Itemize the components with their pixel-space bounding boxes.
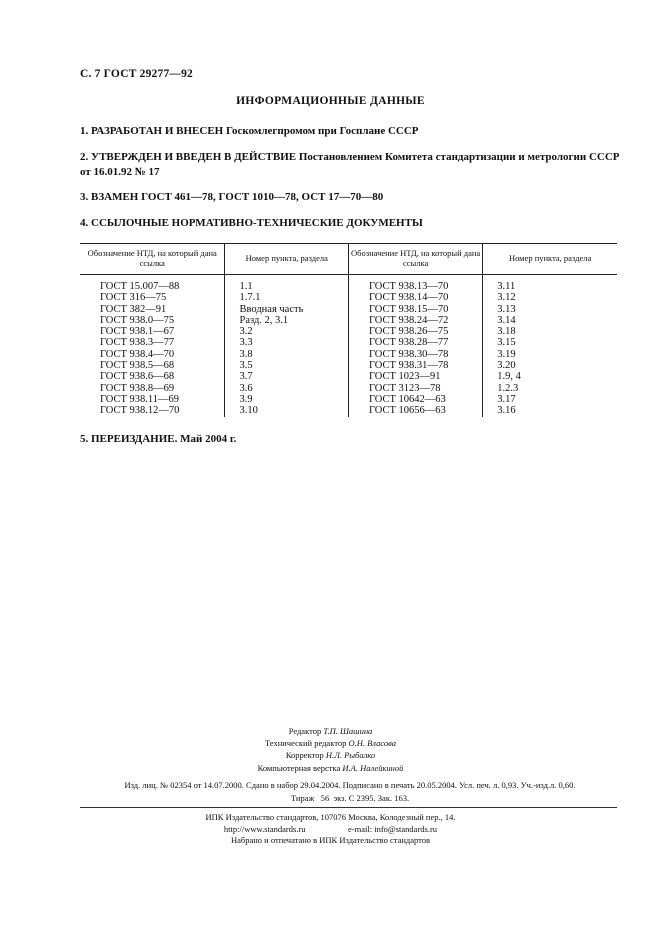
info-item-4	[80, 216, 620, 231]
info-item-5	[80, 432, 620, 447]
clause-cell: 3.8	[225, 349, 349, 360]
ntd-cell: ГОСТ 938.5—68	[80, 360, 225, 371]
clause-cell: 1.1	[225, 275, 349, 293]
credit-editor	[0, 725, 661, 737]
ntd-cell: ГОСТ 938.26—75	[348, 326, 482, 337]
clause-cell: 3.12	[497, 292, 516, 304]
info-item-3	[80, 190, 620, 205]
item-lead: ВЗАМЕН ГОСТ 461—78, ГОСТ 1010—78, ОСТ 17—70—80	[91, 191, 384, 203]
ntd-cell: ГОСТ 938.30—78	[348, 349, 482, 360]
table-row	[80, 405, 617, 416]
clause-cell: 3.13	[497, 303, 516, 315]
table-row	[80, 394, 617, 405]
clause-cell: 3.11	[497, 281, 516, 292]
item-number: 2.	[80, 151, 89, 163]
credit-layout	[0, 762, 661, 774]
table-row	[80, 349, 617, 360]
table-body	[80, 275, 617, 417]
item-lead: УТВЕРЖДЕН И ВВЕДЕН В ДЕЙСТВИЕ	[91, 151, 297, 163]
ntd-cell: ГОСТ 382—91	[80, 304, 225, 315]
credit-corrector	[0, 749, 661, 761]
credit-label: Редактор	[288, 726, 322, 736]
clause-cell: Вводная часть	[225, 304, 349, 315]
publisher-address: ИПК Издательство стандартов, 107076 Москва, Колодезный пер., 14.	[205, 812, 456, 822]
page-title: ИНФОРМАЦИОННЫЕ ДАННЫЕ	[236, 95, 425, 107]
ntd-cell: ГОСТ 938.31—78	[348, 360, 482, 371]
column-header-clause: Номер пункта, раздела	[483, 244, 617, 275]
ntd-cell: ГОСТ 938.3—77	[80, 337, 225, 348]
credit-label: Компьютерная верстка	[257, 762, 341, 773]
ntd-cell: ГОСТ 938.15—70	[348, 304, 482, 315]
info-item-2	[80, 150, 620, 180]
clause-cell: 3.14	[497, 314, 516, 326]
item-text: Госкомлегпромом при Госплане СССР	[225, 125, 419, 137]
table-row	[80, 315, 617, 326]
ntd-cell: ГОСТ 938.28—77	[348, 337, 482, 348]
clause-cell: 3.20	[497, 360, 516, 372]
ntd-cell: ГОСТ 938.6—68	[80, 371, 225, 382]
clause-cell: 3.6	[225, 383, 349, 394]
ntd-cell: ГОСТ 15.007—88	[80, 275, 225, 293]
item-number: 4.	[80, 217, 89, 229]
publication-info	[80, 779, 620, 804]
clause-cell: 3.16	[497, 405, 516, 417]
table-row	[80, 304, 617, 315]
column-header-ntd: Обозначение НТД, на который дана ссылка	[348, 244, 482, 275]
clause-cell: Разд. 2, 3.1	[225, 315, 349, 326]
ntd-cell: ГОСТ 938.4—70	[80, 349, 225, 360]
clause-cell: 3.3	[225, 337, 349, 348]
publication-line: Тираж 56 экз. С 2395. Зак. 163.	[290, 792, 410, 803]
table-row	[80, 275, 617, 293]
ntd-cell: ГОСТ 938.14—70	[348, 292, 482, 303]
clause-cell: 1.7.1	[225, 292, 349, 303]
divider	[80, 807, 617, 808]
clause-cell: 1.9, 4	[497, 371, 521, 383]
credit-name: И.А. Налейкиной	[342, 762, 404, 773]
ntd-cell: ГОСТ 938.24—72	[348, 315, 482, 326]
clause-cell: 3.9	[225, 394, 349, 405]
credit-name: Т.П. Шашина	[323, 726, 373, 736]
item-number: 3.	[80, 191, 89, 203]
credits-block	[0, 725, 661, 774]
credit-label: Корректор	[285, 750, 324, 761]
clause-cell: 1.2.3	[497, 382, 519, 394]
publication-line: Изд. лиц. № 02354 от 14.07.2000. Сдано в набор 29.04.2004. Подписано в печать 20.05.2004. Усл. печ. л. 0,93. Уч.-изд.л. 0,60.	[124, 780, 576, 790]
item-text: Постановлением Комитета стандартизации и метрологии СССР от 16.01.92 № 17	[80, 151, 620, 178]
table-row	[80, 360, 617, 371]
clause-cell: 3.2	[225, 326, 349, 337]
table-row	[80, 292, 617, 303]
item-number: 1.	[80, 125, 89, 137]
column-header-clause: Номер пункта, раздела	[225, 244, 349, 275]
item-number: 5.	[80, 433, 89, 445]
ntd-cell: ГОСТ 1023—91	[348, 371, 482, 382]
ntd-cell: ГОСТ 938.13—70	[348, 275, 482, 293]
item-lead: ПЕРЕИЗДАНИЕ. Май 2004 г.	[91, 433, 237, 445]
references-table	[80, 243, 617, 417]
clause-cell: 3.7	[225, 371, 349, 382]
clause-cell: 3.10	[225, 405, 349, 416]
publisher-footer	[0, 812, 661, 847]
ntd-cell: ГОСТ 938.1—67	[80, 326, 225, 337]
ntd-cell: ГОСТ 938.11—69	[80, 394, 225, 405]
printing-note: Набрано и отпечатано в ИПК Издательство стандартов	[230, 835, 431, 845]
item-lead: ССЫЛОЧНЫЕ НОРМАТИВНО-ТЕХНИЧЕСКИЕ ДОКУМЕНТЫ	[91, 217, 423, 229]
table-header-row	[80, 244, 617, 275]
info-item-1	[80, 124, 620, 139]
clause-cell: 3.5	[225, 360, 349, 371]
ntd-cell: ГОСТ 938.8—69	[80, 383, 225, 394]
credit-name: Н.Л. Рыбалко	[325, 750, 376, 761]
table-row	[80, 326, 617, 337]
ntd-cell: ГОСТ 3123—78	[348, 383, 482, 394]
clause-cell: 3.17	[497, 393, 516, 405]
clause-cell: 3.18	[497, 326, 516, 338]
page-header: С. 7 ГОСТ 29277—92	[80, 68, 193, 80]
clause-cell: 3.19	[497, 348, 516, 360]
clause-cell: 3.15	[497, 337, 516, 349]
column-header-ntd: Обозначение НТД, на который дана ссылка	[80, 244, 225, 275]
item-lead: РАЗРАБОТАН И ВНЕСЕН	[91, 125, 224, 137]
ntd-cell: ГОСТ 938.0—75	[80, 315, 225, 326]
table-row	[80, 383, 617, 394]
ntd-cell: ГОСТ 10642—63	[348, 394, 482, 405]
ntd-cell: ГОСТ 10656—63	[348, 405, 482, 416]
ntd-cell: ГОСТ 938.12—70	[80, 405, 225, 416]
credit-tech-editor	[0, 737, 661, 749]
table-row	[80, 337, 617, 348]
table-row	[80, 371, 617, 382]
credit-name: О.Н. Власова	[348, 738, 397, 749]
credit-label: Технический редактор	[264, 738, 347, 749]
ntd-cell: ГОСТ 316—75	[80, 292, 225, 303]
publisher-contacts: http://www.standards.ru e-mail: info@standards.ru	[223, 823, 438, 834]
